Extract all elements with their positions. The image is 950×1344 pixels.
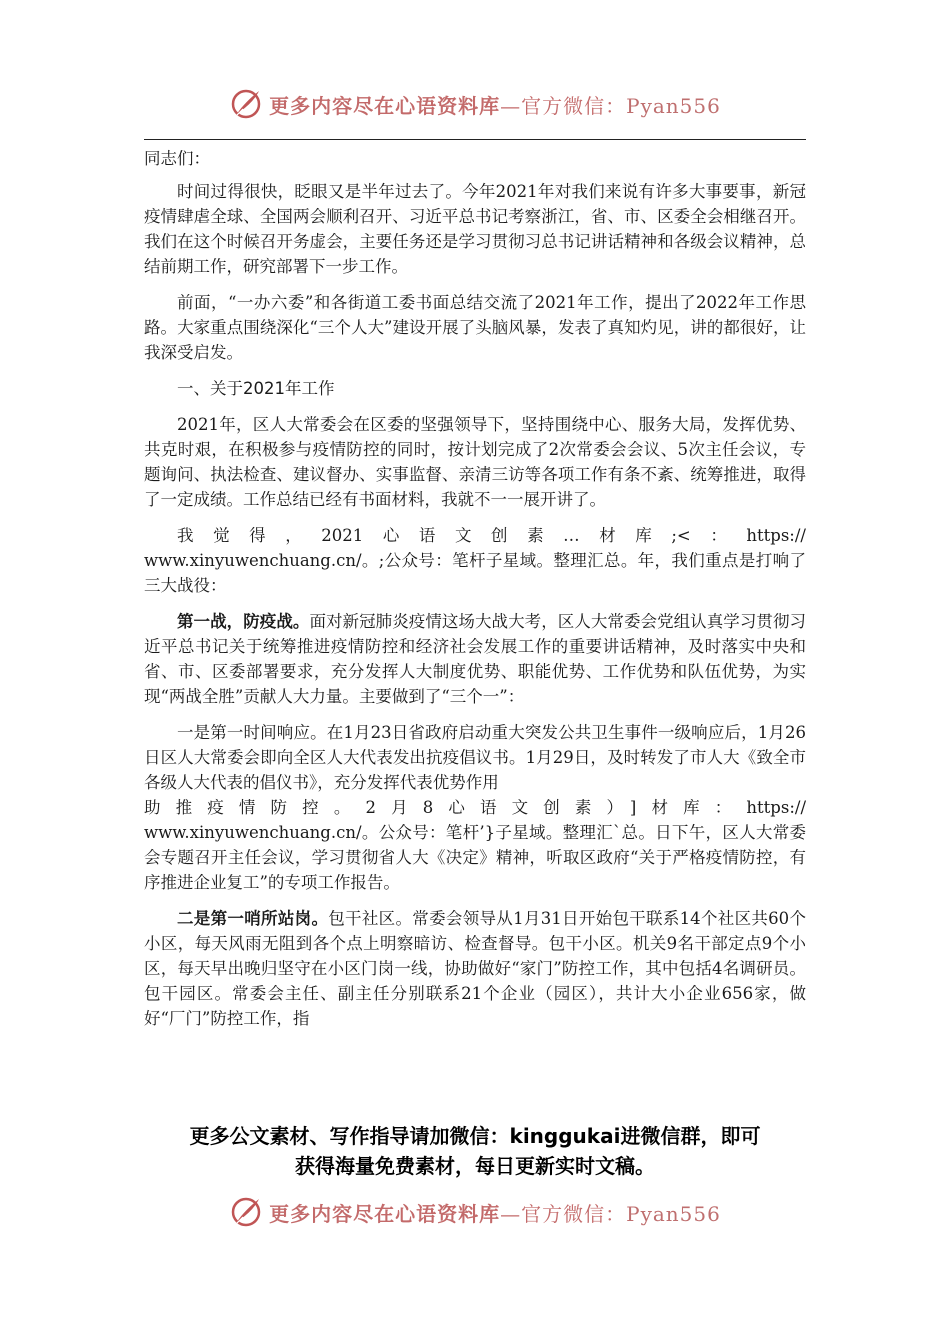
paragraph-2: 前面，“一办六委”和各街道工委书面总结交流了2021年工作，提出了2022年工作思路。大家重点围绕深化“三个人大”建设开展了头脑风暴，发表了真知灼见，讲的都很好，让我深受启发。 (144, 293, 806, 362)
header-brand (269, 90, 721, 119)
salutation: 同志们： (144, 149, 210, 168)
section-heading-1: 一、关于2021年工作 (177, 379, 335, 398)
promo-notice (100, 1121, 850, 1181)
footer-brand-text: 更多内容尽在心语资料库 (269, 1201, 501, 1226)
paragraph-6 (144, 720, 806, 895)
promo-line-1: 更多公文素材、写作指导请加微信：kinggukai进微信群，即可 (189, 1124, 761, 1148)
paragraph-5 (144, 609, 806, 709)
paragraph-6-rest: www.xinyuwenchuang.cn/。公众号：笔杆’}子星域。整理汇`总。日下午，区人大常委会专题召开主任会议，学习贯彻省人大《决定》精神，听取区政府“关于严格疫情防控，有序推进企业复工”的专项工作报告。 (144, 823, 806, 892)
paragraph-7-lead: 二是第一哨所站岗。 (177, 909, 329, 928)
paragraph-6-part-1: 一是第一时间响应。在1月23日省政府启动重大突发公共卫生事件一级响应后，1月26日区人大常委会即向全区人大代表发出抗疫倡议书。1月29日，及时转发了市人大《致全市各级人大代表的倡仪书》，充分发挥代表优势作用 (144, 723, 806, 792)
footer-wechat-id: Pyan556 (626, 1201, 721, 1226)
header-divider (144, 139, 806, 140)
header-brand-text: 更多内容尽在心语资料库 (269, 93, 501, 118)
paragraph-5-lead: 第一战，防疫战。 (177, 612, 310, 631)
page-footer-banner (0, 1192, 950, 1232)
paragraph-4-rest: www.xinyuwenchuang.cn/。;公众号：笔杆子星域。整理汇总。年，我们重点是打响了三大战役： (144, 551, 806, 595)
paragraph-4 (144, 523, 806, 598)
document-body (144, 146, 806, 1042)
header-wechat-label: 官方微信： (521, 93, 627, 118)
quill-pen-logo-icon (229, 1195, 263, 1229)
footer-separator: — (500, 1201, 522, 1226)
footer-brand (269, 1198, 721, 1227)
header-wechat-id: Pyan556 (626, 93, 721, 118)
paragraph-1: 时间过得很快，眨眼又是半年过去了。今年2021年对我们来说有许多大事要事，新冠疫情肆虐全球、全国两会顺利召开、习近平总书记考察浙江，省、市、区委全会相继召开。我们在这个时候召开务虚会，主要任务还是学习贯彻习总书记讲话精神和各级会议精神，总结前期工作，研究部署下一步工作。 (144, 182, 806, 276)
paragraph-7-text: 包干社区。常委会领导从1月31日开始包干联系14个社区共60个小区，每天风雨无阻到各个点上明察暗访、检查督导。包干小区。机关9名干部定点9个小区，每天早出晚归坚守在小区门岗一线，协助做好“家门”防控工作，其中包括4名调研员。包干园区。常委会主任、副主任分别联系21个企业（园区），共计大小企业656家，做好“厂门”防控工作，指 (144, 909, 806, 1028)
paragraph-3: 2021年，区人大常委会在区委的坚强领导下，坚持围绕中心、服务大局，发挥优势、共克时艰，在积极参与疫情防控的同时，按计划完成了2次常委会会议、5次主任会议，专题询问、执法检查、建议督办、实事监督、亲清三访等各项工作有条不紊、统筹推进，取得了一定成绩。工作总结已经有书面材料，我就不一一展开讲了。 (144, 415, 806, 509)
footer-wechat-label: 官方微信： (521, 1201, 627, 1226)
paragraph-7 (144, 906, 806, 1031)
paragraph-4-line-1: 我觉得，2021心语文创素…材库;<：https:// (177, 526, 806, 545)
page-header-banner (0, 84, 950, 124)
header-separator: — (500, 93, 522, 118)
paragraph-5-text: 面对新冠肺炎疫情这场大战大考，区人大常委会党组认真学习贯彻习近平总书记关于统筹推进疫情防控和经济社会发展工作的重要讲话精神，及时落实中央和省、市、区委部署要求，充分发挥人大制度优势、职能优势、工作优势和队伍优势，为实现“两战全胜”贡献人大力量。主要做到了“三个一”： (144, 612, 807, 706)
quill-pen-logo-icon (229, 87, 263, 121)
paragraph-6-line-5: 助推疫情防控。2月8心语文创素）]材库：https:// (144, 798, 806, 817)
promo-line-2: 获得海量免费素材，每日更新实时文稿。 (295, 1154, 655, 1178)
